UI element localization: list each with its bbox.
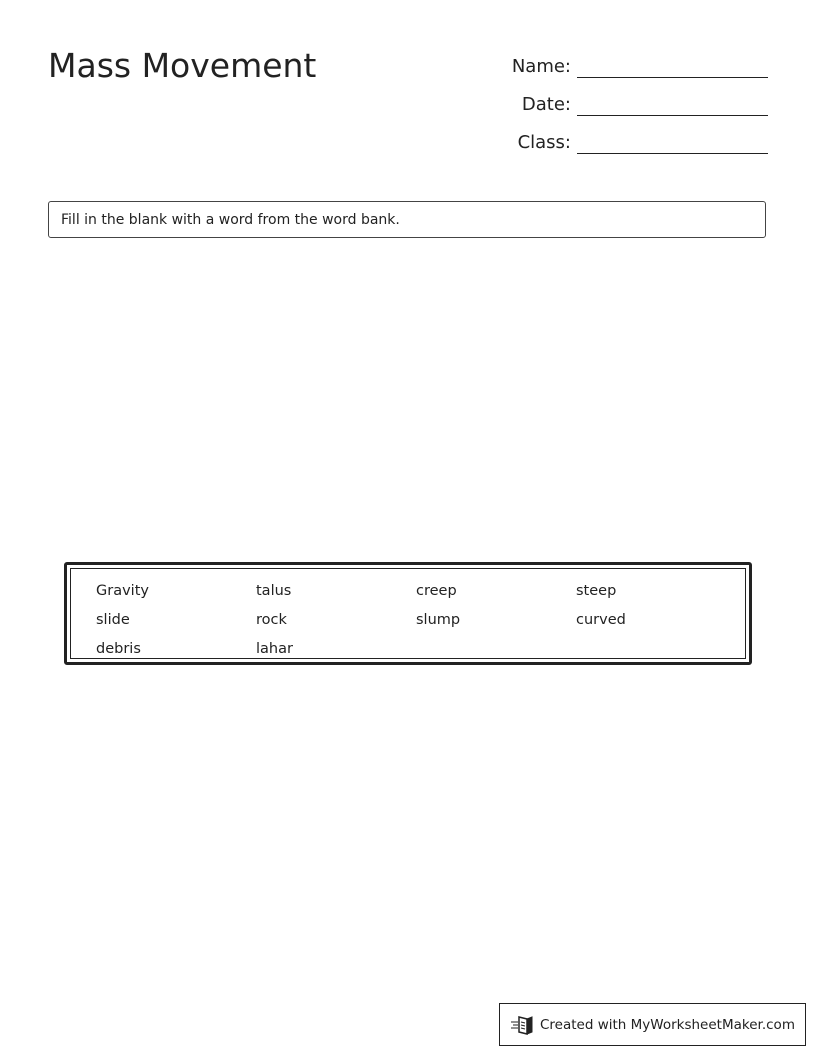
class-field <box>518 124 768 154</box>
word-bank-item: steep <box>576 583 617 599</box>
footer-credit-text: Created with MyWorksheetMaker.com <box>540 1016 795 1033</box>
class-label: Class: <box>517 132 571 153</box>
date-field <box>522 86 768 116</box>
word-bank-inner-border <box>70 568 746 659</box>
name-line <box>577 77 768 78</box>
name-label: Name: <box>511 56 571 77</box>
word-bank-item: rock <box>256 612 287 628</box>
word-bank-item: curved <box>576 612 626 628</box>
footer-credit-badge[interactable] <box>499 1003 806 1046</box>
word-bank-item: slide <box>96 612 130 628</box>
word-bank-item: lahar <box>256 641 293 657</box>
word-bank-item: slump <box>416 612 461 628</box>
date-label: Date: <box>521 94 571 115</box>
name-field <box>512 48 768 78</box>
word-bank <box>64 562 752 665</box>
word-bank-item: debris <box>96 641 141 657</box>
word-grid <box>96 577 736 664</box>
class-line <box>577 153 768 154</box>
page-title: Mass Movement <box>48 46 317 85</box>
word-bank-item: talus <box>256 583 292 599</box>
worksheet-maker-logo-icon <box>510 1014 536 1036</box>
instructions-box: Fill in the blank with a word from the word bank. <box>48 201 766 238</box>
word-bank-item: Gravity <box>96 583 149 599</box>
date-line <box>577 115 768 116</box>
word-bank-item: creep <box>416 583 457 599</box>
